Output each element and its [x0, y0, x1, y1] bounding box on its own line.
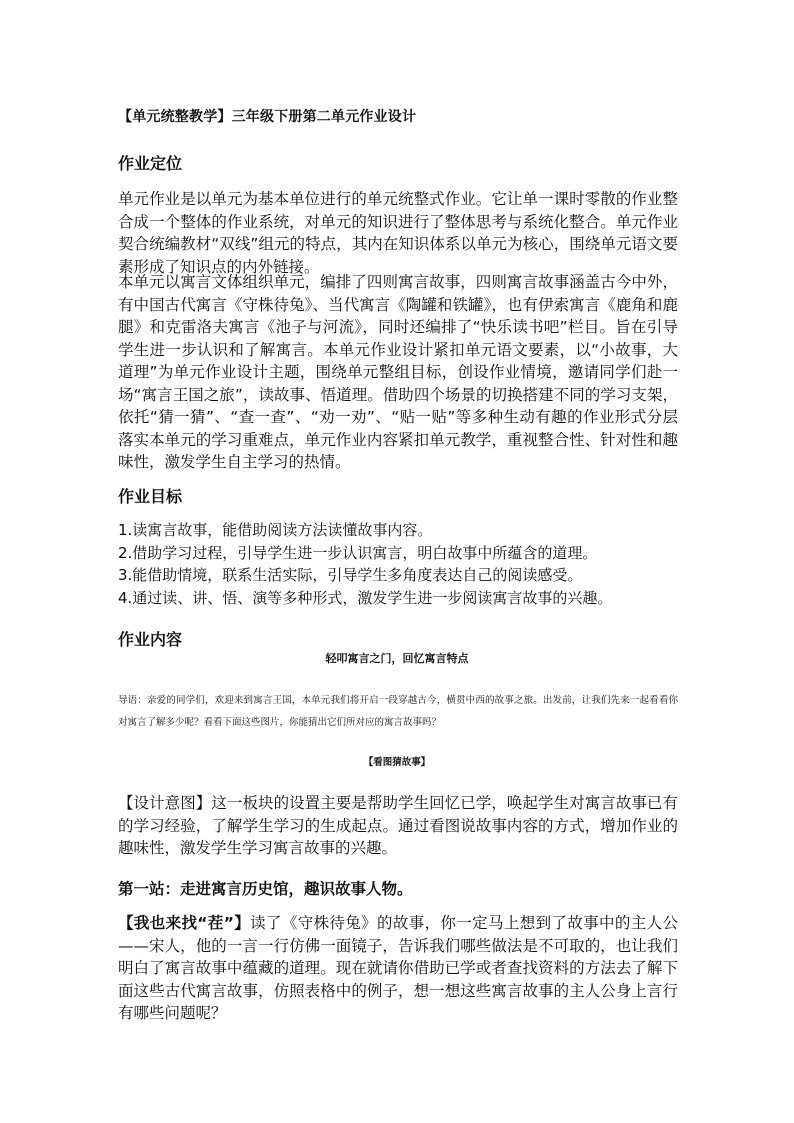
document-title: 【单元统整教学】三年级下册第二单元作业设计 [118, 109, 417, 125]
goal-item-4: 4.通过读、讲、悟、演等多种形式，激发学生进一步阅读寓言故事的兴趣。 [118, 588, 613, 607]
goal-item-2: 2.借助学习过程，引导学生进一步认识寓言，明白故事中所蕴含的道理。 [118, 543, 598, 562]
section-heading-positioning: 作业定位 [118, 154, 183, 173]
goal-item-3: 3.能借助情境，联系生活实际，引导学生多角度表达自己的阅读感受。 [118, 566, 583, 584]
embedded-image-subtitle: 【看图猜故事】 [363, 757, 431, 768]
section-heading-content: 作业内容 [118, 630, 183, 649]
goal-item-1: 1.读寓言故事，能借助阅读方法读懂故事内容。 [118, 521, 433, 539]
design-intent-paragraph: 【设计意图】这一板块的设置主要是帮助学生回忆已学，唤起学生对寓言故事已有的学习经验，了解学生学习的生成起点。通过看图说故事内容的方式，增加作业的趣味性，激发学生学习寓言故事的兴趣。 [118, 794, 678, 857]
task-paragraph [118, 912, 678, 1025]
embedded-image-intro: 导语：亲爱的同学们，欢迎来到寓言王国，本单元我们将开启一段穿越古今，横贯中西的故事之旅。出发前，让我们先来一起看看你对寓言了解多少呢？看看下面这些图片，你能猜出它们所对应的寓言故事吗？ [118, 695, 678, 728]
positioning-paragraph-2: 本单元以寓言文体组织单元，编排了四则寓言故事，四则寓言故事涵盖古今中外，有中国古代寓言《守株待兔》、当代寓言《陶罐和铁罐》，也有伊索寓言《鹿角和鹿腿》和克雷洛夫寓言《池子与河流》，同时还编排了“快乐读书吧”栏目。旨在引导学生进一步认识和了解寓言。本单元作业设计紧扣单元语文要素，以“小故事，大道理”为单元作业设计主题，围绕单元整组目标，创设作业情境，邀请同学们赴一场“寓言王国之旅”，读故事、悟道理。借助四个场景的切换搭建不同的学习支架，依托“猜一猜”、“查一查”、“劝一劝”、“贴一贴”等多种生动有趣的作业形式分层落实本单元的学习重难点，单元作业内容紧扣单元教学，重视整合性、针对性和趣味性，激发学生自主学习的热情。 [118, 273, 678, 471]
section-heading-goals: 作业目标 [118, 487, 183, 506]
embedded-image-title: 轻叩寓言之门，回忆寓言特点 [325, 652, 469, 665]
positioning-paragraph-1: 单元作业是以单元为基本单位进行的单元统整式作业。它让单一课时零散的作业整合成一个整体的作业系统，对单元的知识进行了整体思考与系统化整合。单元作业契合统编教材“双线”组元的特点，其内在知识体系以单元为核心，围绕单元语文要素形成了知识点的内外链接。 [118, 190, 678, 276]
task-lead: 【我也来找“茬”】 [118, 914, 251, 932]
station-1-heading: 第一站：走进寓言历史馆，趣识故事人物。 [118, 879, 413, 898]
task-text: 读了《守株待兔》的故事，你一定马上想到了故事中的主人公——宋人，他的一言一行仿佛一面镜子，告诉我们哪些做法是不可取的，也让我们明白了寓言故事中蕴藏的道理。现在就请你借助已学或者查找资料的方法去了解下面这些古代寓言故事，仿照表格中的例子，想一想这些寓言故事的主人公身上言行有哪些问题呢？ [118, 914, 678, 1022]
goals-list [118, 519, 678, 609]
